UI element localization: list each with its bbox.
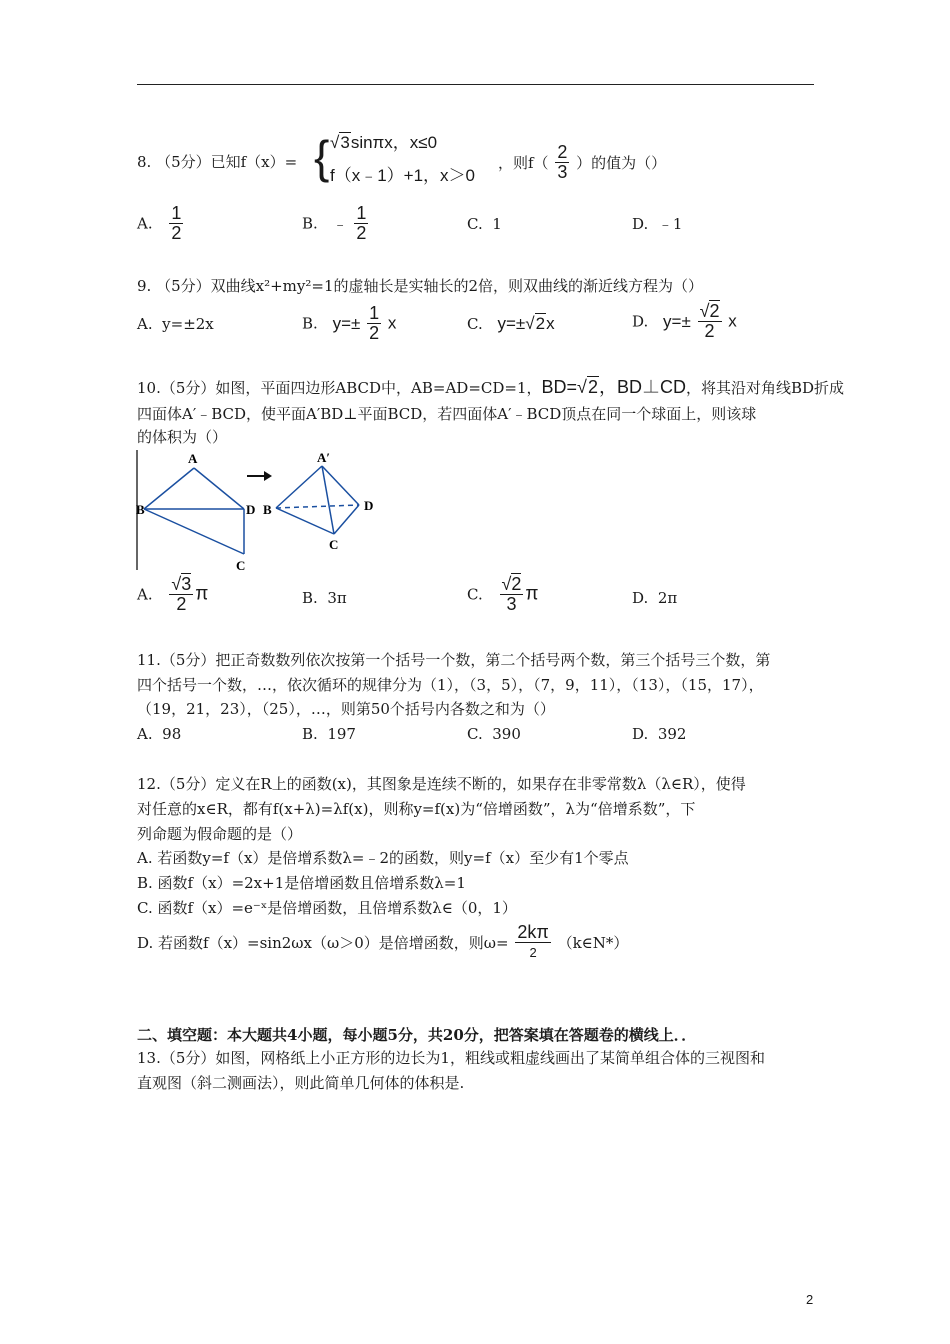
option-text: 392 bbox=[657, 725, 687, 743]
q8-case2 bbox=[330, 164, 475, 188]
option-text: 3π bbox=[327, 589, 347, 607]
q10-line2: 四面体A′﹣BCD，使平面A′BD⊥平面BCD，若四面体A′﹣BCD顶点在同一个球面上，则该球 bbox=[137, 405, 757, 423]
frac-num: 1 bbox=[171, 203, 182, 223]
label-c2: C bbox=[329, 537, 339, 552]
q10-line1-a: 10.（5分）如图，平面四边形ABCD中，AB=AD=CD=1， bbox=[137, 379, 542, 397]
option-label: B. bbox=[302, 314, 318, 333]
q10-line1 bbox=[137, 375, 844, 400]
q9-option-d bbox=[632, 302, 737, 341]
q9-option-b bbox=[302, 304, 396, 343]
label-b2: B bbox=[263, 502, 272, 517]
q12-option-a: A. 若函数y=f（x）是倍增系数λ=﹣2的函数，则y=f（x）至少有1个零点 bbox=[137, 849, 629, 867]
q8-case2-text: f（x﹣1）+1，x＞0 bbox=[330, 166, 476, 185]
q9-b-frac bbox=[367, 304, 381, 343]
section2-heading: 二、填空题：本大题共4小题，每小题5分，共20分，把答案填在答题卷的横线上．． bbox=[137, 1026, 697, 1044]
option-label: D. bbox=[632, 725, 649, 743]
sqrt-rad: 3 bbox=[181, 574, 192, 594]
q8-option-c bbox=[467, 214, 502, 234]
q10-c-frac bbox=[500, 575, 524, 614]
option-text: y=±2x bbox=[162, 315, 214, 333]
q11-option-c bbox=[467, 724, 521, 744]
q11-line1: 11.（5分）把正奇数数列依次按第一个括号一个数，第二个括号两个数，第三个括号三个数，第 bbox=[137, 651, 771, 669]
q8-option-b bbox=[302, 204, 370, 243]
label-a-prime: A′ bbox=[317, 450, 331, 465]
option-pre: ﹣ bbox=[332, 214, 348, 233]
page-number: 2 bbox=[806, 1292, 814, 1307]
q12-option-b: B. 函数f（x）=2x+1是倍增函数且倍增系数λ=1 bbox=[137, 874, 466, 892]
q12-line1: 12.（5分）定义在R上的函数(x)，其图象是连续不断的，如果存在非零常数λ（λ∈R），使得 bbox=[137, 775, 746, 793]
frac-num: √2 bbox=[699, 301, 720, 321]
q8-case1-rad: 3 bbox=[340, 133, 350, 152]
frac-den: 2 bbox=[369, 323, 380, 343]
q10-option-a bbox=[137, 575, 208, 614]
option-pre: y=± bbox=[497, 314, 526, 333]
edge-a2b bbox=[276, 466, 322, 508]
option-pre: y=± bbox=[332, 313, 361, 333]
option-label: A. bbox=[137, 214, 153, 233]
q9-c-sqrt: √2 bbox=[525, 314, 546, 333]
q10-option-c bbox=[467, 575, 539, 614]
sqrt-rad: 2 bbox=[511, 574, 522, 594]
q8-stem bbox=[137, 151, 297, 172]
frac-den: 2 bbox=[529, 945, 537, 960]
option-label: A. bbox=[137, 315, 153, 333]
option-label: B. bbox=[302, 725, 318, 743]
option-text: 2π bbox=[657, 589, 678, 607]
option-label: D. bbox=[632, 312, 649, 331]
q8-option-a bbox=[137, 204, 185, 243]
option-post: x bbox=[728, 311, 737, 331]
q8-arg-num: 2 bbox=[557, 142, 568, 162]
option-label: C. bbox=[467, 215, 483, 233]
option-post: π bbox=[525, 583, 539, 605]
q11-option-a bbox=[137, 724, 181, 744]
q9-d-frac bbox=[698, 302, 722, 341]
q8-case1-rest: sinπx，x≤0 bbox=[350, 133, 438, 152]
frac-den: 2 bbox=[356, 223, 367, 243]
option-pre: y=± bbox=[663, 311, 691, 331]
q10-line3: 的体积为（） bbox=[137, 428, 228, 446]
option-label: B. bbox=[302, 589, 318, 607]
frac-den: 2 bbox=[176, 594, 187, 614]
edge-cd2 bbox=[334, 505, 359, 534]
q11-line2: 四个括号一个数，…，依次循环的规律分为（1），（3，5），（7，9，11），（13），（15，17）， bbox=[137, 676, 764, 694]
edge-ab bbox=[144, 468, 194, 509]
frac-num: √2 bbox=[501, 574, 522, 594]
q13-line1: 13.（5分）如图，网格纸上小正方形的边长为1，粗线或粗虚线画出了某简单组合体的三视图和 bbox=[137, 1049, 765, 1067]
option-label: A. bbox=[137, 585, 153, 604]
option-text: 197 bbox=[327, 725, 356, 743]
q12-optd-post: （k∈N*） bbox=[557, 934, 629, 952]
q10-bd-pre: BD= bbox=[541, 377, 578, 397]
header-rule bbox=[137, 84, 814, 85]
q8-case1-sqrt: √3 bbox=[330, 133, 350, 152]
q11-option-d bbox=[632, 724, 686, 744]
option-text: 390 bbox=[492, 725, 521, 743]
q10-a-frac bbox=[169, 575, 193, 614]
q8-b-frac bbox=[354, 204, 368, 243]
q10-figure bbox=[134, 448, 384, 576]
q10-bd-sqrt: √2 bbox=[577, 377, 598, 397]
edge-ad bbox=[194, 468, 244, 509]
label-b: B bbox=[136, 502, 145, 517]
q10-option-b bbox=[302, 588, 347, 608]
q8-mid: ，则f（ bbox=[498, 154, 549, 172]
option-label: C. bbox=[467, 315, 483, 333]
sqrt-rad: 2 bbox=[587, 377, 598, 397]
option-label: B. bbox=[302, 214, 318, 233]
frac-num: 1 bbox=[356, 203, 367, 223]
edge-bd2-dashed bbox=[276, 505, 359, 508]
edge-bc2 bbox=[276, 508, 334, 534]
q12-line3: 列命题为假命题的是（） bbox=[137, 825, 303, 843]
frac-num: √3 bbox=[171, 574, 192, 594]
frac-num: 2kπ bbox=[517, 922, 549, 942]
option-label: D. bbox=[632, 215, 649, 233]
option-post: π bbox=[195, 583, 209, 605]
q13-line2: 直观图（斜二测画法），则此简单几何体的体积是. bbox=[137, 1074, 465, 1092]
q12-option-c: C. 函数f（x）=e⁻ˣ是倍增函数，且倍增系数λ∈（0，1） bbox=[137, 899, 517, 917]
label-c: C bbox=[236, 558, 246, 573]
q8-arg-den: 3 bbox=[557, 162, 568, 182]
q9-option-a bbox=[137, 314, 214, 334]
frac-den: 2 bbox=[704, 321, 715, 341]
q8-option-d bbox=[632, 214, 682, 234]
label-d2: D bbox=[364, 498, 374, 513]
sqrt-rad: 2 bbox=[709, 301, 720, 321]
edge-bc bbox=[144, 509, 244, 554]
q12-optd-frac bbox=[515, 923, 550, 962]
frac-num: 1 bbox=[369, 303, 380, 323]
q10-perp: ，BD⊥CD bbox=[598, 377, 686, 397]
option-label: A. bbox=[137, 725, 153, 743]
q8-prefix: 8. （5分）已知f（x）= bbox=[137, 153, 298, 171]
label-d: D bbox=[246, 502, 256, 517]
option-text: 98 bbox=[162, 725, 182, 743]
q11-option-b bbox=[302, 724, 356, 744]
option-label: C. bbox=[467, 725, 483, 743]
q10-line1-b: ，将其沿对角线BD折成 bbox=[685, 379, 845, 397]
q12-line2: 对任意的x∈R，都有f(x+λ)=λf(x)，则称y=f(x)为“倍增函数”，λ为“倍增系数”，下 bbox=[137, 800, 696, 818]
frac-den: 2 bbox=[171, 223, 182, 243]
option-post: x bbox=[387, 313, 397, 333]
q8-a-frac bbox=[169, 204, 183, 243]
label-a: A bbox=[188, 451, 198, 466]
q8-case1 bbox=[330, 131, 437, 155]
q10-option-d bbox=[632, 588, 677, 608]
arrow-head bbox=[264, 471, 272, 481]
option-post: x bbox=[546, 314, 555, 333]
q11-line3: （19，21，23），（25），…，则第50个括号内各数之和为（） bbox=[137, 700, 555, 718]
frac-den: 3 bbox=[506, 594, 517, 614]
q9-stem: 9. （5分）双曲线x²+my²=1的虚轴长是实轴长的2倍，则双曲线的渐近线方程为（） bbox=[137, 277, 704, 295]
q8-arg-frac bbox=[555, 143, 569, 182]
q12-optd-pre: D. 若函数f（x）=sin2ωx（ω＞0）是倍增函数，则ω= bbox=[137, 934, 509, 952]
q8-tail bbox=[498, 143, 666, 182]
q8-brace: { bbox=[314, 131, 330, 183]
q9-option-c bbox=[467, 314, 555, 334]
option-label: C. bbox=[467, 585, 483, 604]
option-text: ﹣1 bbox=[657, 215, 683, 233]
option-label: D. bbox=[632, 589, 649, 607]
sqrt-rad: 2 bbox=[535, 314, 546, 333]
option-text: 1 bbox=[492, 215, 502, 233]
q8-suffix: ）的值为（） bbox=[576, 154, 667, 172]
q12-option-d bbox=[137, 923, 628, 962]
